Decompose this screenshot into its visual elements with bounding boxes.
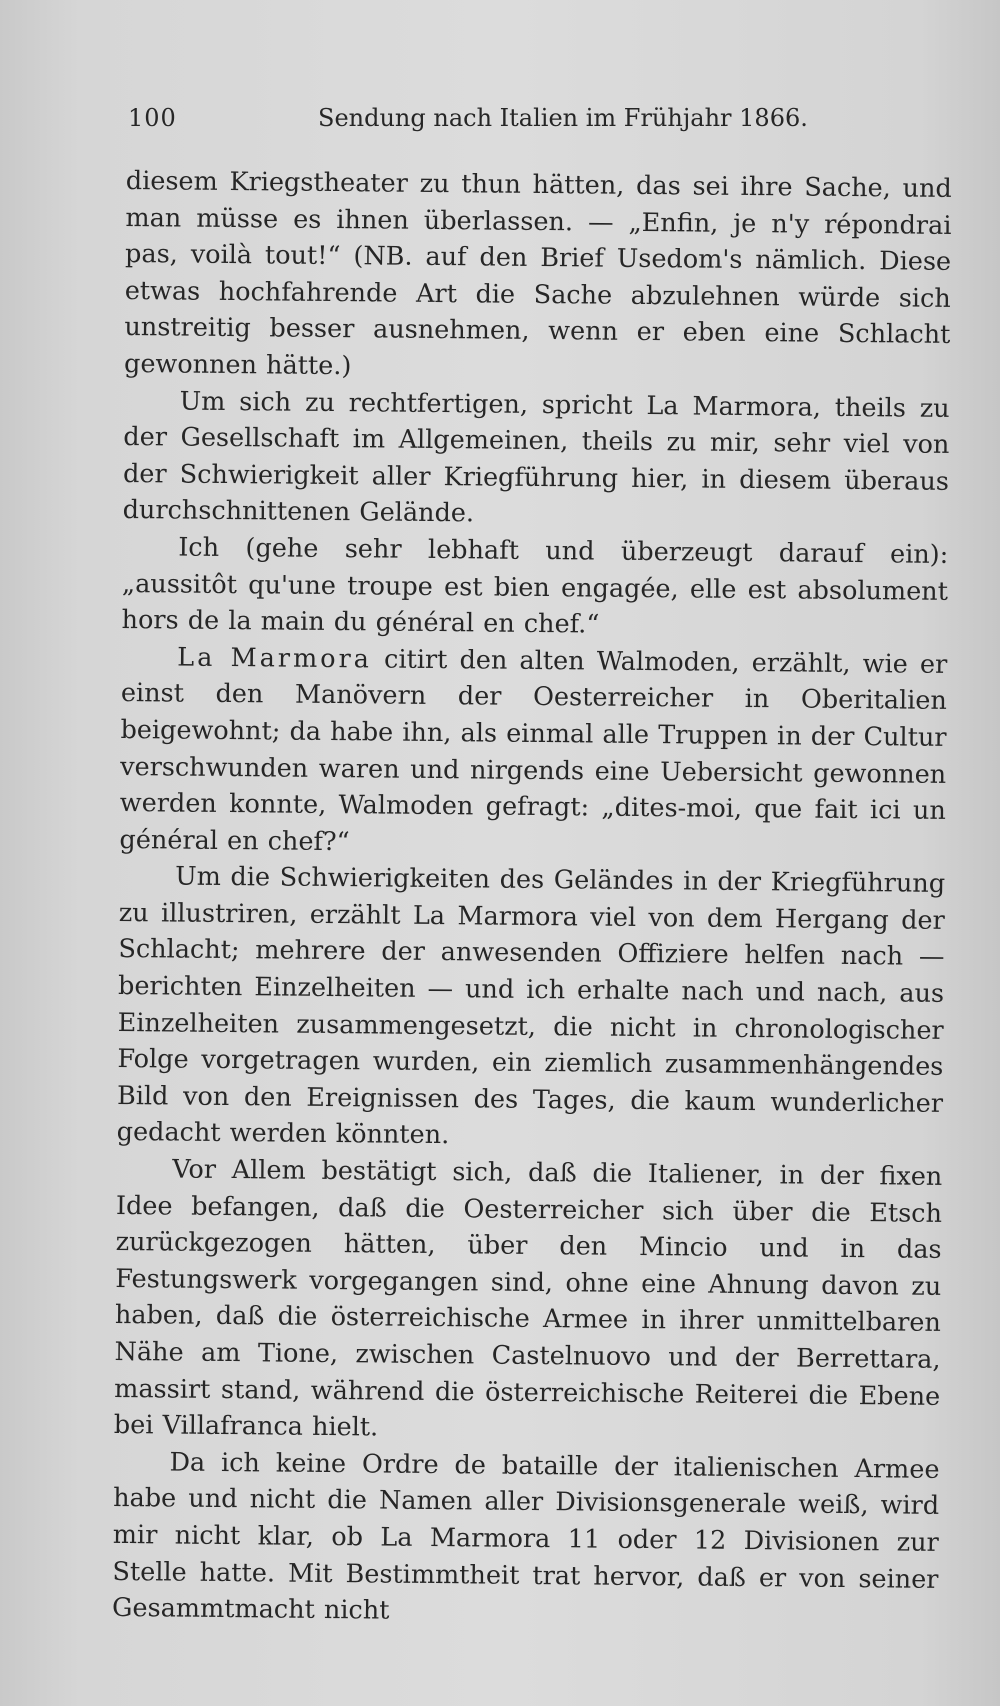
page-header <box>128 104 808 144</box>
page-number: 100 <box>128 104 177 132</box>
paragraph-1: diesem Kriegstheater zu thun hätten, das sei ihre Sache, und man müsse es ihnen überlassen. — „Enfin, je n'y répondrai pas, voilà tout!“ (NB. auf den Brief Usedom's nämlich. Diese etwas hochfahrende Art die Sache abzulehnen würde sich unstreitig besser ausnehmen, wenn er eben eine Schlacht gewonnen hätte.) <box>123 165 952 382</box>
paragraph-3: Ich (gehe sehr lebhaft und überzeugt darauf ein): „aussitôt qu'une troupe est bien engagée, elle est absolument hors de la main du général en chef.“ <box>121 532 949 640</box>
running-title: Sendung nach Italien im Frühjahr 1866. <box>318 104 808 132</box>
paragraph-2: Um sich zu rechtfertigen, spricht La Marmora, theils zu der Gesellschaft im Allgemeinen, theils zu mir, sehr viel von der Schwierigkeit aller Kriegführung hier, in diesem überaus durchschnittenen Gelände. <box>122 386 950 529</box>
spaced-name: La Marmora <box>177 642 373 675</box>
paragraph-6: Vor Allem bestätigt sich, daß die Italiener, in der fixen Idee befangen, daß die Oesterreicher sich über die Etsch zurückgezogen hätten, über den Mincio und in das Festungswerk vorgegangen sind, ohne eine Ahnung davon zu haben, daß die österreichische Armee in ihrer unmittelbaren Nähe am Tione, zwischen Castelnuovo und der Berrettara, massirt stand, während die österreichische Reiterei die Ebene bei Villafranca hielt. <box>113 1154 943 1443</box>
body-text <box>112 163 952 1635</box>
paragraph-4 <box>119 639 947 866</box>
paragraph-5: Um die Schwierigkeiten des Geländes in der Kriegführung zu illustriren, erzählt La Marmora viel von dem Hergang der Schlacht; mehrere der anwesenden Offiziere helfen nach — berichten Einzelheiten — und ich erhalte nach und nach, aus Einzelheiten zusammengesetzt, die nicht in chronologischer Folge vorgetragen wurden, ein ziemlich zusammenhängendes Bild von den Ereignissen des Tages, die kaum wunderlicher gedacht werden könnten. <box>116 861 946 1151</box>
paragraph-4-text: citirt den alten Walmoden, erzählt, wie er einst den Manövern der Oesterreicher in Oberitalien beigewohnt; da habe ihn, als einmal alle Truppen in der Cultur verschwunden waren und nirgends eine Uebersicht gewonnen werden konnte, Walmoden gefragt: „dites-moi, que fait ici un général en chef?“ <box>119 644 948 857</box>
paragraph-7: Da ich keine Ordre de bataille der italienischen Armee habe und nicht die Namen aller Divisionsgenerale weiß, wird mir nicht klar, ob La Marmora 11 oder 12 Divisionen zur Stelle hatte. Mit Bestimmtheit trat hervor, daß er von seiner Gesammtmacht nicht <box>111 1447 940 1626</box>
